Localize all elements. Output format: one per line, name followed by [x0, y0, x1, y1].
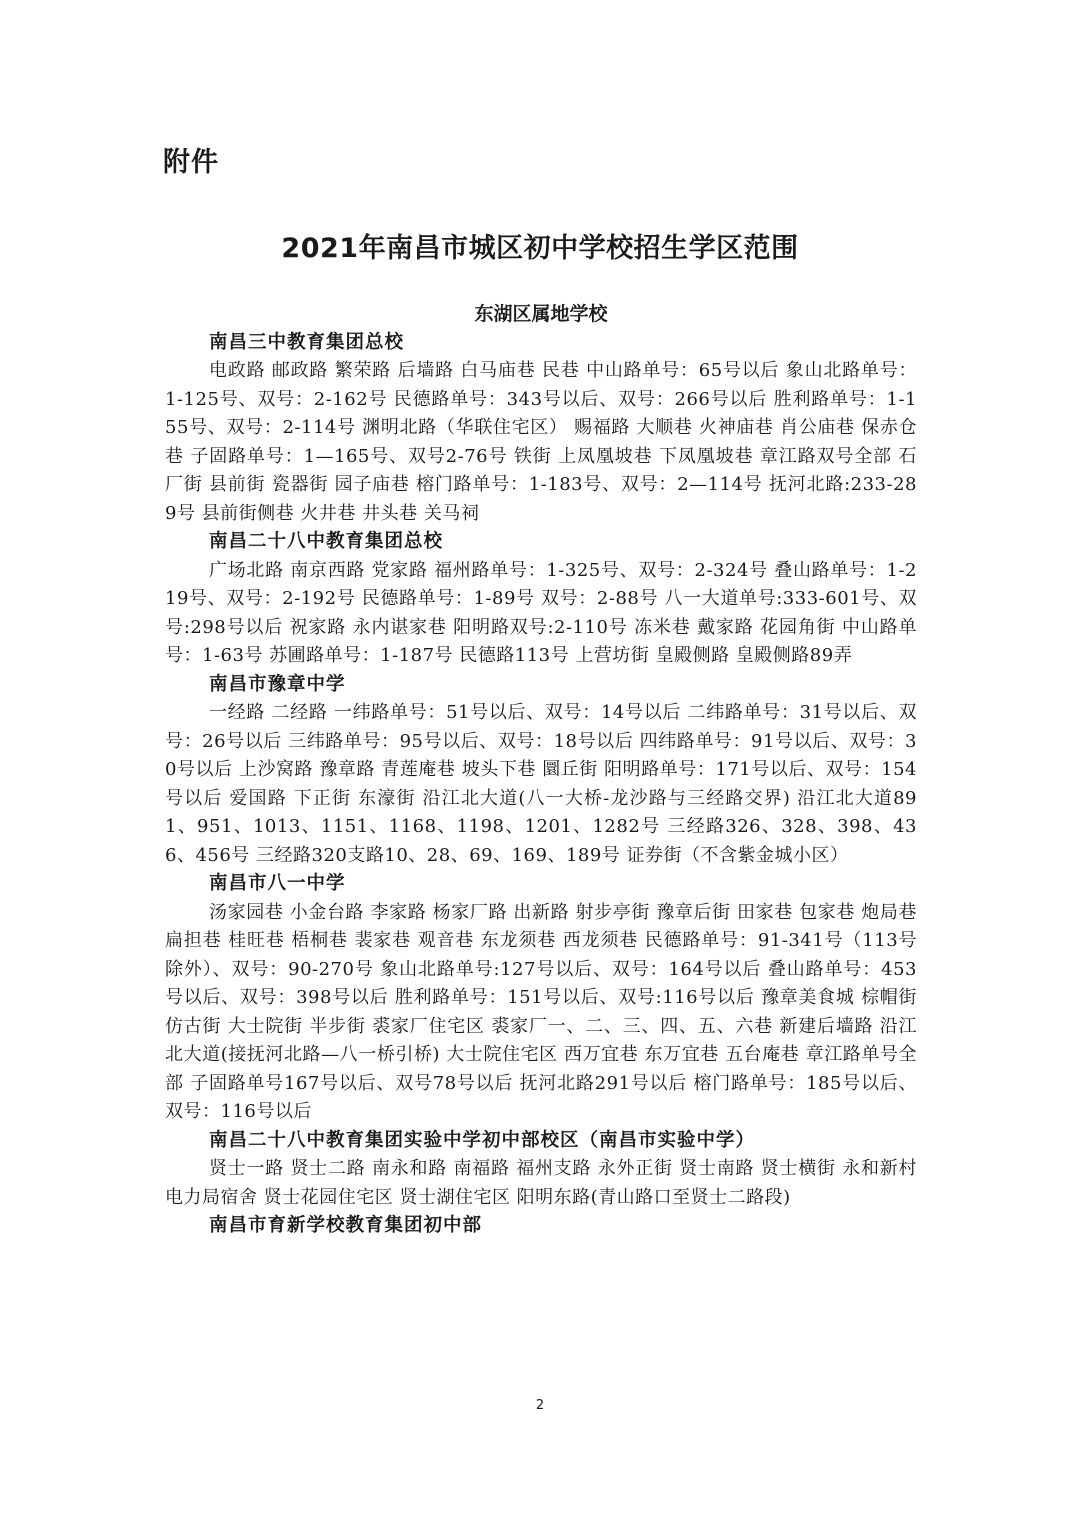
- school-name: 南昌二十八中教育集团总校: [209, 531, 444, 552]
- page-number: 2: [535, 1398, 545, 1413]
- school-catchment-area: 一经路 二经路 一纬路单号：51号以后、双号：14号以后 二纬路单号：31号以后、双号：26号以后 三纬路单号：95号以后、双号：18号以后 四纬路单号：91号以后、双号：30号以后 上沙窝路 豫章路 青莲庵巷 坡头下巷 圜丘街 阳明路单号：171号以后、双号：154号以后 爱国路 下正街 东濠街 沿江北大道(八一大桥-龙沙路与三经路交界) 沿江北大道891、951、1013、1151、1168、1198、1201、1282号 三经路326、328、398、436、456号 三经路320支路10、28、69、169、189号 证券街（不含紫金城小区）: [165, 702, 917, 866]
- school-name: 南昌市育新学校教育集团初中部: [209, 1215, 483, 1236]
- attachment-label: 附件: [163, 147, 219, 178]
- school-catchment-area: 汤家园巷 小金台路 李家路 杨家厂路 出新路 射步亭街 豫章后街 田家巷 包家巷 炮局巷 扁担巷 桂旺巷 梧桐巷 裴家巷 观音巷 东龙须巷 西龙须巷 民德路单号：91-341号（113号除外）、双号：90-270号 象山北路单号:127号以后、双号：164号以后 叠山路单号：453号以后、双号：398号以后 胜利路单号：151号以后、双号:116号以后 豫章美食城 棕帽街 仿古街 大士院街 半步街 裘家厂住宅区 裘家厂一、二、三、四、五、六巷 新建后墙路 沿江北大道(接抚河北路—八一桥引桥) 大士院住宅区 西万宜巷 东万宜巷 五台庵巷 章江路单号全部 子固路单号167号以后、双号78号以后 抚河北路291号以后 榕门路单号：185号以后、双号：116号以后: [165, 901, 917, 1122]
- school-name: 南昌市豫章中学: [209, 673, 346, 695]
- school-catchment-area: 电政路 邮政路 繁荣路 后墙路 白马庙巷 民巷 中山路单号：65号以后 象山北路单号：1-125号、双号：2-162号 民德路单号：343号以后、双号：266号以后 胜利路单号：1-155号、双号：2-114号 渊明北路（华联住宅区） 赐福路 大顺巷 火神庙巷 肖公庙巷 保赤仓巷 子固路单号：1—165号、双号2-76号 铁街 上凤凰坡巷 下凤凰坡巷 章江路双号全部 石厂街 县前街 瓷器街 园子庙巷 榕门路单号：1-183号、双号：2—114号 抚河北路:233-289号 县前街侧巷 火井巷 井头巷 关马祠: [165, 360, 917, 524]
- school-name: 南昌市八一中学: [209, 873, 346, 894]
- school-catchment-area: 广场北路 南京西路 党家路 福州路单号：1-325号、双号：2-324号 叠山路单号：1-219号、双号：2-192号 民德路单号：1-89号 双号：2-88号 八一大道单号:333-601号、双号:298号以后 祝家路 永内谌家巷 阳明路双号:2-110号 冻米巷 戴家路 花园角街 中山路单号：1-63号 苏圃路单号：1-187号 民德路113号 上营坊街 皇殿侧路 皇殿侧路89弄: [165, 559, 917, 666]
- school-name: 南昌二十八中教育集团实验中学初中部校区（南昌市实验中学）: [209, 1129, 756, 1151]
- district-heading: 东湖区属地学校: [474, 303, 608, 325]
- school-name: 南昌三中教育集团总校: [209, 331, 405, 353]
- document-body: [165, 300, 917, 1241]
- school-catchment-area: 贤士一路 贤士二路 南永和路 南福路 福州支路 永外正街 贤士南路 贤士横街 永和新村 电力局宿舍 贤士花园住宅区 贤士湖住宅区 阳明东路(青山路口至贤士二路段): [165, 1158, 917, 1208]
- document-title: 2021年南昌市城区初中学校招生学区范围: [281, 233, 799, 264]
